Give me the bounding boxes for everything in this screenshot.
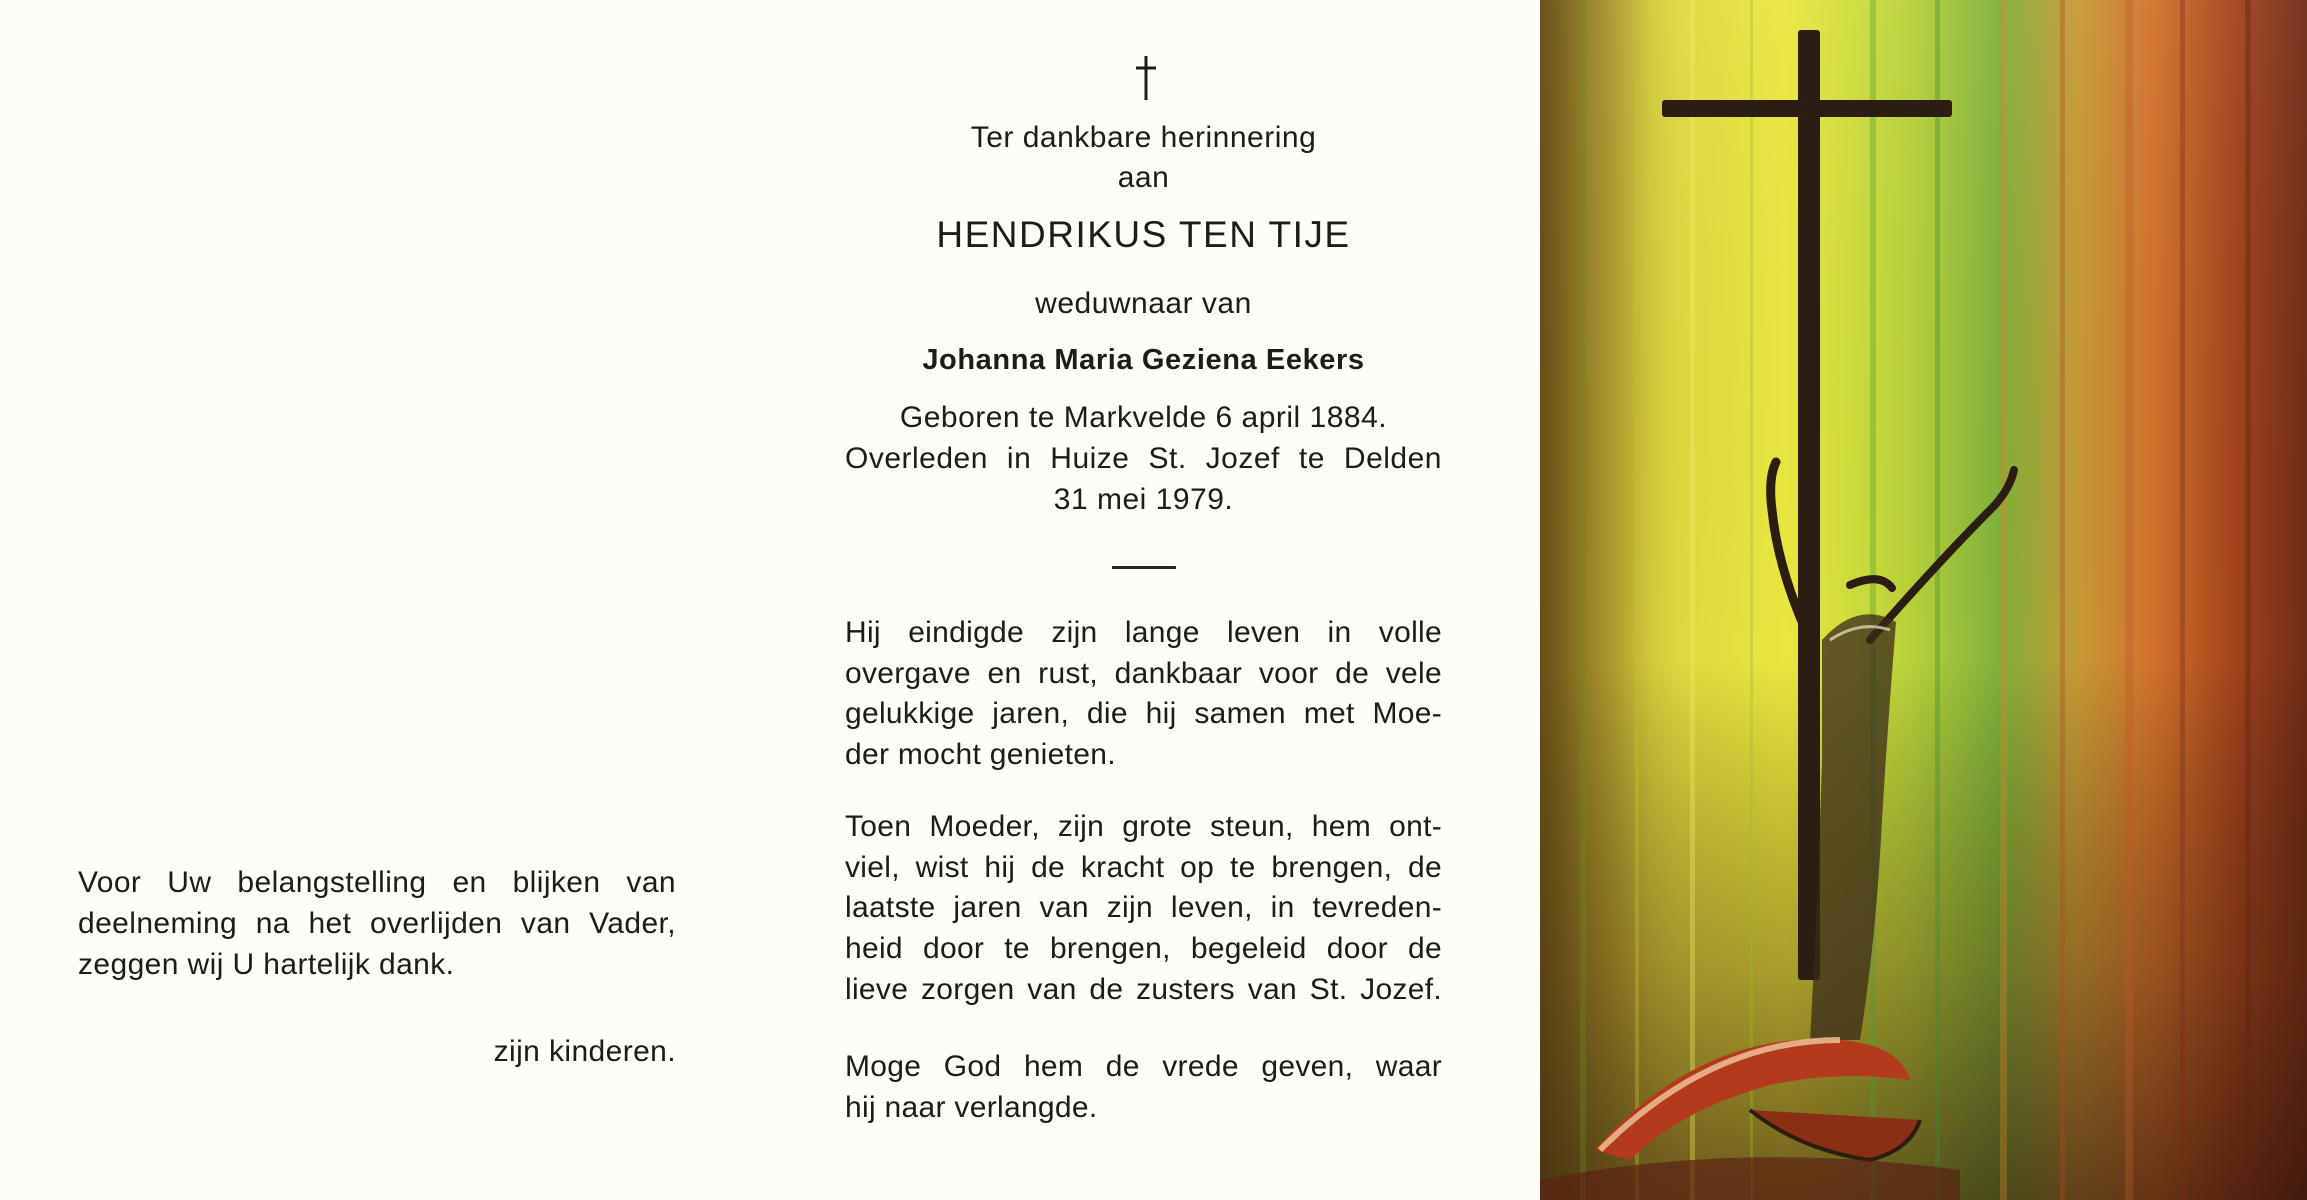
cross-and-praying-figure-painting bbox=[1540, 0, 2307, 1200]
death-date: 31 mei 1979. bbox=[1053, 483, 1234, 516]
paragraph-line: Moge God hem de vrede geven, waar bbox=[845, 1050, 1442, 1083]
paragraph-line: Toen Moeder, zijn grote steun, hem ont- bbox=[845, 810, 1442, 843]
paragraph-line: laatste jaren van zijn leven, in tevreden- bbox=[845, 891, 1442, 925]
birth-line: Geboren te Markvelde 6 april 1884. bbox=[899, 401, 1388, 434]
death-line: Overleden in Huize St. Jozef te Delden bbox=[845, 442, 1442, 475]
paragraph-line: Hij eindigde zijn lange leven in volle bbox=[845, 616, 1442, 649]
heading-line: aan bbox=[1117, 161, 1170, 194]
thanks-line: deelneming na het overlijden van Vader, bbox=[78, 907, 676, 940]
paragraph-line: der mocht genieten. bbox=[845, 738, 1116, 772]
spouse-name: Johanna Maria Geziena Eekers bbox=[922, 344, 1365, 376]
paragraph-line: hij naar verlangde. bbox=[845, 1090, 1098, 1124]
thanks-message bbox=[78, 862, 676, 985]
paragraph-line: overgave en rust, dankbaar voor de vele bbox=[845, 656, 1442, 690]
paragraph-line: gelukkige jaren, die hij samen met Moe- bbox=[845, 697, 1442, 731]
paragraph-3 bbox=[845, 1047, 1442, 1128]
signature: zijn kinderen. bbox=[493, 1035, 676, 1068]
paragraph-line: viel, wist hij de kracht op te brengen, de bbox=[845, 850, 1442, 884]
thanks-line: zeggen wij U hartelijk dank. bbox=[78, 948, 455, 981]
relation-label: weduwnaar van bbox=[1035, 287, 1252, 320]
paragraph-2 bbox=[845, 807, 1442, 1011]
paragraph-1 bbox=[845, 613, 1442, 776]
paragraph-line: heid door te brengen, begeleid door de bbox=[845, 932, 1442, 966]
thanks-line: Voor Uw belangstelling en blijken van bbox=[78, 866, 676, 899]
cross-icon bbox=[1126, 52, 1166, 102]
paragraph-line: lieve zorgen van de zusters van St. Jozef. bbox=[845, 972, 1442, 1006]
divider bbox=[1112, 566, 1176, 569]
deceased-name: HENDRIKUS TEN TIJE bbox=[936, 214, 1351, 255]
heading-line: Ter dankbare herinnering bbox=[970, 121, 1317, 154]
